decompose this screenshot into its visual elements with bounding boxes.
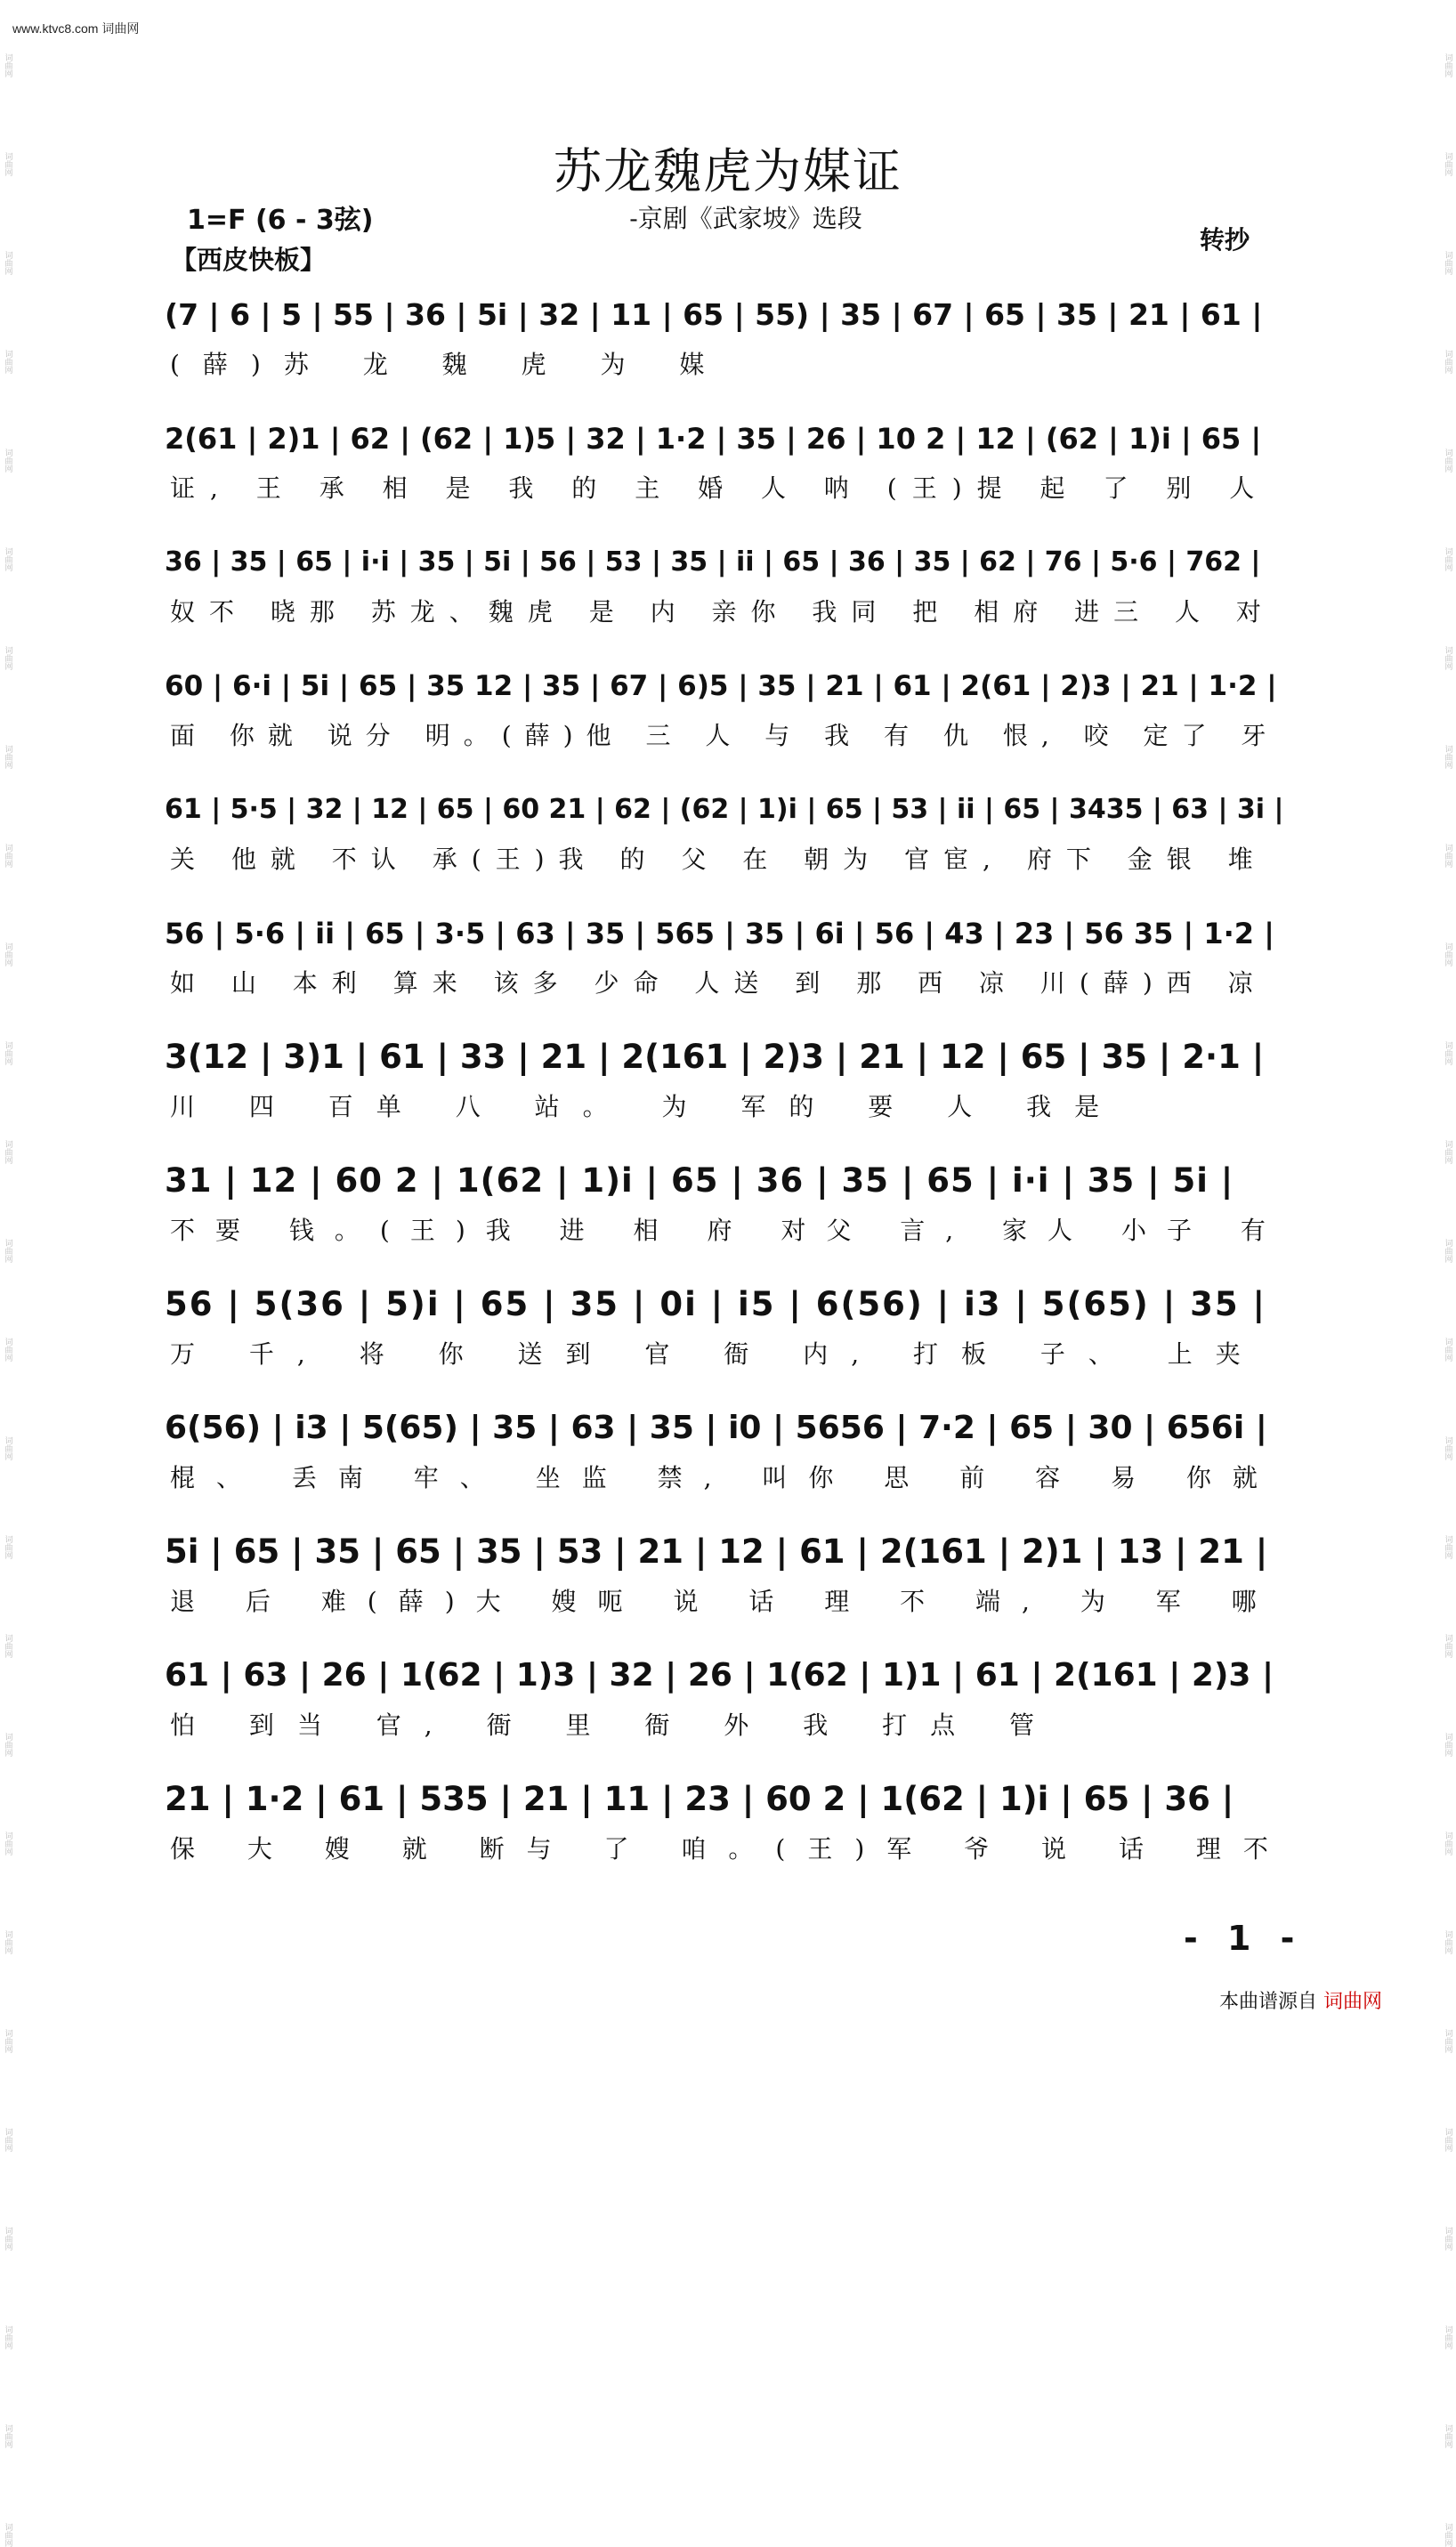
watermark-glyph: 词曲网 bbox=[1443, 745, 1452, 769]
notation-line: 36 | 35 | 65 | i·i | 35 | 5i | 56 | 53 | 35 | ii | 65 | 36 | 35 | 62 | 76 | 5·6 | 762 | bbox=[165, 546, 1261, 578]
watermark-glyph: 词曲网 bbox=[1443, 942, 1452, 966]
score-subtitle: -京剧《武家坡》选段 bbox=[629, 204, 862, 233]
lyrics-line: 万 千, 将 你 送到 官 衙 内, 打板 子、 上夹 bbox=[170, 1339, 1264, 1369]
watermark-glyph: 词曲网 bbox=[1443, 2029, 1452, 2053]
lyrics-line: 不要 钱。(王)我 进 相 府 对父 言, 家人 小子 有 bbox=[170, 1216, 1286, 1245]
notation-line: 21 | 1·2 | 61 | 535 | 21 | 11 | 23 | 60 2 | 1(62 | 1)i | 65 | 36 | bbox=[165, 1780, 1234, 1818]
beam-lines bbox=[165, 1572, 1295, 1582]
watermark-glyph: 词曲网 bbox=[3, 350, 12, 374]
key-signature: 1=F (6 - 3弦) bbox=[187, 205, 374, 236]
watermark-glyph: 词曲网 bbox=[3, 1338, 12, 1362]
beam-lines bbox=[165, 335, 1295, 345]
watermark-glyph: 词曲网 bbox=[3, 2523, 12, 2547]
footer-brand: 词曲网 bbox=[1323, 1991, 1383, 2013]
watermark-glyph: 词曲网 bbox=[1443, 1634, 1452, 1658]
notation-line: 56 | 5(36 | 5)i | 65 | 35 | 0i | i5 | 6(56) | i3 | 5(65) | 35 | bbox=[165, 1285, 1266, 1323]
watermark-glyph: 词曲网 bbox=[3, 2128, 12, 2152]
watermark-glyph: 词曲网 bbox=[3, 53, 12, 77]
beam-lines bbox=[165, 1201, 1295, 1211]
tempo-marking: 【西皮快板】 bbox=[171, 245, 327, 275]
lyrics-line: 怕 到当 官, 衙 里 衙 外 我 打点 管 bbox=[170, 1710, 1058, 1740]
notation-line: 2(61 | 2)1 | 62 | (62 | 1)5 | 32 | 1·2 | 35 | 26 | 10 2 | 12 | (62 | 1)i | 65 | bbox=[165, 422, 1262, 456]
watermark-glyph: 词曲网 bbox=[1443, 2128, 1452, 2152]
watermark-glyph: 词曲网 bbox=[1443, 844, 1452, 868]
watermark-glyph: 词曲网 bbox=[1443, 2325, 1452, 2349]
watermark-glyph: 词曲网 bbox=[3, 1930, 12, 1954]
beam-lines bbox=[165, 582, 1295, 593]
watermark-glyph: 词曲网 bbox=[3, 2029, 12, 2053]
watermark-glyph: 词曲网 bbox=[1443, 547, 1452, 571]
watermark-glyph: 词曲网 bbox=[1443, 2424, 1452, 2448]
notation-line: 56 | 5·6 | ii | 65 | 3·5 | 63 | 35 | 565 | 35 | 6i | 56 | 43 | 23 | 56 35 | 1·2 | bbox=[165, 917, 1274, 950]
watermark-glyph: 词曲网 bbox=[3, 1140, 12, 1164]
watermark-glyph: 词曲网 bbox=[3, 152, 12, 176]
watermark-glyph: 词曲网 bbox=[3, 1535, 12, 1559]
beam-lines bbox=[165, 1077, 1295, 1088]
notation-line: 60 | 6·i | 5i | 65 | 35 12 | 35 | 67 | 6)5 | 35 | 21 | 61 | 2(61 | 2)3 | 21 | 1·2 | bbox=[165, 670, 1277, 702]
beam-lines bbox=[165, 1819, 1295, 1830]
watermark-glyph: 词曲网 bbox=[3, 2424, 12, 2448]
notation-line: 6(56) | i3 | 5(65) | 35 | 63 | 35 | i0 | 5656 | 7·2 | 65 | 30 | 656i | bbox=[165, 1410, 1267, 1446]
watermark-glyph: 词曲网 bbox=[1443, 1930, 1452, 1954]
notation-line: 5i | 65 | 35 | 65 | 35 | 53 | 21 | 12 | 61 | 2(161 | 2)1 | 13 | 21 | bbox=[165, 1532, 1268, 1571]
lyrics-line: 退 后 难(薛)大 嫂呃 说 话 理 不 端, 为 军 哪 bbox=[170, 1587, 1278, 1616]
watermark-glyph: 词曲网 bbox=[3, 745, 12, 769]
score-title: 苏龙魏虎为媒证 bbox=[554, 143, 902, 199]
watermark-glyph: 词曲网 bbox=[3, 449, 12, 473]
beam-lines bbox=[165, 1695, 1295, 1706]
notation-line: 61 | 5·5 | 32 | 12 | 65 | 60 21 | 62 | (62 | 1)i | 65 | 53 | ii | 65 | 3435 | 63 | 3i | bbox=[165, 794, 1284, 825]
watermark-glyph: 词曲网 bbox=[3, 2325, 12, 2349]
footer-source bbox=[1219, 1986, 1382, 2014]
watermark-glyph: 词曲网 bbox=[3, 1436, 12, 1460]
page-number: - 1 - bbox=[1184, 1919, 1304, 1958]
watermark-glyph: 词曲网 bbox=[1443, 1831, 1452, 1856]
beam-lines bbox=[165, 953, 1295, 964]
lyrics-line: 奴不 晓那 苏龙、魏虎 是 内 亲你 我同 把 相府 进三 人 对 bbox=[170, 597, 1275, 627]
watermark-glyph: 词曲网 bbox=[1443, 251, 1452, 275]
beam-lines bbox=[165, 458, 1295, 469]
watermark-glyph: 词曲网 bbox=[1443, 2523, 1452, 2547]
watermark-glyph: 词曲网 bbox=[3, 251, 12, 275]
watermark-glyph: 词曲网 bbox=[3, 942, 12, 966]
lyrics-line: 棍、 丢南 牢、 坐监 禁, 叫你 思 前 容 易 你就 bbox=[170, 1463, 1279, 1492]
watermark-glyph: 词曲网 bbox=[3, 2227, 12, 2251]
watermark-glyph: 词曲网 bbox=[3, 844, 12, 868]
watermark-glyph: 词曲网 bbox=[1443, 1338, 1452, 1362]
lyrics-line: 保 大 嫂 就 断与 了 咱。(王)军 爷 说 话 理不 bbox=[170, 1834, 1290, 1864]
watermark-glyph: 词曲网 bbox=[3, 646, 12, 670]
watermark-glyph: 词曲网 bbox=[1443, 449, 1452, 473]
beam-lines bbox=[165, 829, 1295, 840]
watermark-glyph: 词曲网 bbox=[1443, 1733, 1452, 1757]
side-watermark-right bbox=[1442, 0, 1454, 2547]
watermark-stack-left bbox=[2, 0, 14, 2547]
lyrics-line: (薛)苏 龙 魏 虎 为 媒 bbox=[170, 350, 728, 379]
lyrics-line: 如 山 本利 算来 该多 少命 人送 到 那 西 凉 川(薛)西 凉 bbox=[170, 968, 1267, 998]
watermark-glyph: 词曲网 bbox=[1443, 2227, 1452, 2251]
lyrics-line: 证, 王 承 相 是 我 的 主 婚 人 呐 (王)提 起 了 别 人 bbox=[170, 473, 1270, 503]
watermark-glyph: 词曲网 bbox=[3, 547, 12, 571]
footer-text: 本曲谱源自 bbox=[1219, 1991, 1318, 2013]
transcriber-note: 转抄 bbox=[1200, 225, 1250, 255]
beam-lines bbox=[165, 1448, 1295, 1459]
watermark-glyph: 词曲网 bbox=[1443, 1436, 1452, 1460]
watermark-glyph: 词曲网 bbox=[3, 1831, 12, 1856]
site-url: www.ktvc8.com 词曲网 bbox=[12, 21, 140, 36]
watermark-glyph: 词曲网 bbox=[1443, 1535, 1452, 1559]
watermark-glyph: 词曲网 bbox=[3, 1041, 12, 1065]
watermark-glyph: 词曲网 bbox=[3, 1239, 12, 1263]
lyrics-line: 面 你就 说分 明。(薛)他 三 人 与 我 有 仇 恨, 咬 定了 牙 bbox=[170, 721, 1280, 750]
watermark-glyph: 词曲网 bbox=[3, 1634, 12, 1658]
notation-line: 31 | 12 | 60 2 | 1(62 | 1)i | 65 | 36 | 35 | 65 | i·i | 35 | 5i | bbox=[165, 1161, 1234, 1200]
notation-line: 3(12 | 3)1 | 61 | 33 | 21 | 2(161 | 2)3 | 21 | 12 | 65 | 35 | 2·1 | bbox=[165, 1038, 1265, 1076]
notation-line: (7 | 6 | 5 | 55 | 36 | 5i | 32 | 11 | 65 | 55) | 35 | 67 | 65 | 35 | 21 | 61 | bbox=[165, 297, 1263, 332]
watermark-glyph: 词曲网 bbox=[1443, 646, 1452, 670]
side-watermark-left bbox=[2, 0, 14, 2547]
beam-lines bbox=[165, 706, 1295, 716]
watermark-stack-right bbox=[1442, 0, 1454, 2547]
watermark-glyph: 词曲网 bbox=[1443, 350, 1452, 374]
watermark-glyph: 词曲网 bbox=[1443, 1140, 1452, 1164]
lyrics-line: 关 他就 不认 承(王)我 的 父 在 朝为 官宦, 府下 金银 堆 bbox=[170, 845, 1267, 874]
watermark-glyph: 词曲网 bbox=[1443, 53, 1452, 77]
notation-line: 61 | 63 | 26 | 1(62 | 1)3 | 32 | 26 | 1(62 | 1)1 | 61 | 2(161 | 2)3 | bbox=[165, 1657, 1274, 1694]
lyrics-line: 川 四 百单 八 站。 为 军的 要 人 我是 bbox=[170, 1092, 1123, 1121]
watermark-glyph: 词曲网 bbox=[1443, 1041, 1452, 1065]
watermark-glyph: 词曲网 bbox=[1443, 152, 1452, 176]
watermark-glyph: 词曲网 bbox=[3, 1733, 12, 1757]
watermark-glyph: 词曲网 bbox=[1443, 1239, 1452, 1263]
beam-lines bbox=[165, 1324, 1295, 1335]
